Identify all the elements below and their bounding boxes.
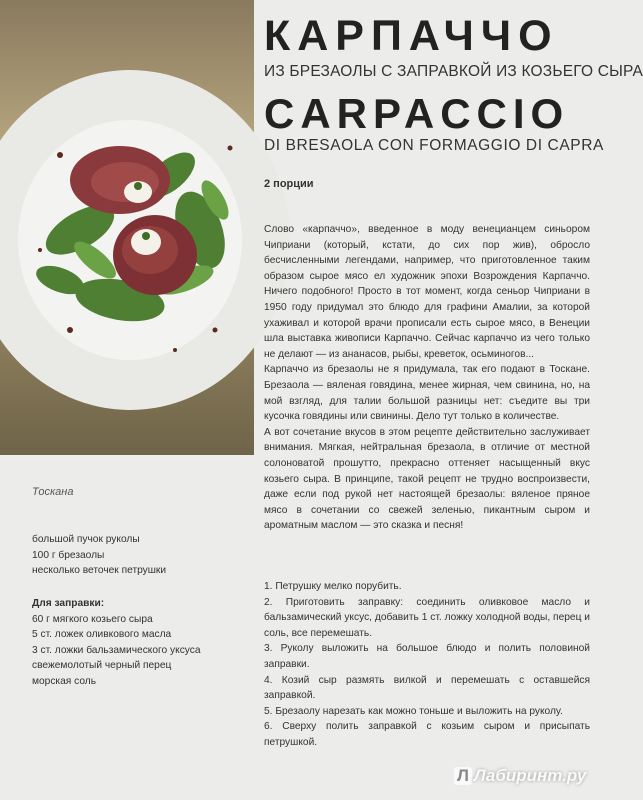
step-item: 3. Руколу выложить на большое блюдо и полить половиной заправки. [264,643,590,670]
region-label: Тоскана [32,486,74,498]
dressing-item: морская соль [32,675,97,687]
ingredients-list [32,532,166,579]
dressing-item: 60 г мягкого козьего сыра [32,613,153,625]
intro-paragraph: А вот сочетание вкусов в этом рецепте действительно заслуживает внимания. Мягкая, нейтральная брезаола, в отличие от местной солоноватой прошутто, прекрасно оттеняет насыщенный вкус козьего сыра. В принципе, такой рецепт не трудно воспроизвести, даже если под рукой нет настоящей брезаолы: вяленое пряное мясо в сочетании со свежей зеленью, пикантным сыром и ароматным маслом — это сказка и песня! [264,426,590,532]
intro-text [264,222,590,534]
dressing-item: 3 ст. ложки бальзамического уксуса [32,644,201,656]
watermark-text: Лабиринт.ру [474,766,587,785]
dish-illustration [0,0,254,455]
dressing-heading: Для заправки: [32,598,105,609]
dressing-list [32,596,201,690]
portions: 2 порции [264,178,314,190]
step-item: 4. Козий сыр размять вилкой и перемешать с оставшейся заправкой. [264,674,590,702]
watermark-logo [454,766,586,786]
dressing-item: свежемолотый черный перец [32,660,172,672]
steps-list [264,579,590,751]
dish-photo [0,0,254,455]
step-item: 2. Приготовить заправку: соединить оливковое масло и бальзамический уксус, добавить 1 ст. ложку холодной воды, перец и соль, все перемешать. [264,596,590,639]
title-russian: КАРПАЧЧО [264,12,559,60]
title-italian: CARPACCIO [264,90,570,137]
dressing-item: 5 ст. ложек оливкового масла [32,629,172,641]
step-item: 6. Сверху полить заправкой с козьим сыром и присыпать петрушкой. [264,721,590,748]
intro-paragraph: Карпаччо из брезаолы не я придумала, так его подают в Тоскане. Брезаола — вяленая говядина, менее жирная, чем свинина, но, на мой взгляд, для талии большой разницы нет: съедите вы три кусочка говядины или свинины. Дело тут только в количестве. [264,364,590,423]
ingredient-item: 100 г брезаолы [32,549,105,561]
intro-paragraph: Слово «карпаччо», введенное в моду венецианцем синьором Чиприани (который, кстати, до сих пор жив), обросло бесчисленными легендами, например, что приготовленное таким образом сырое мясо ел художник эпохи Возрождения Карпаччо. Ничего подобного! Просто в тот момент, когда сеньор Чиприани в 1950 году придумал это блюдо для графини Амалии, за которой ухаживал и которой врачи прописали есть сырое мясо, в Венеции шла выставка живописи Карпаччо. Сейчас карпаччо из чего только не делают — из ананасов, рыбы, креветок, осьминогов... [264,224,590,360]
step-item: 5. Брезаолу нарезать как можно тоньше и выложить на руколу. [264,705,563,717]
ingredient-item: большой пучок руколы [32,534,140,545]
step-item: 1. Петрушку мелко порубить. [264,581,402,592]
labirint-logo-icon: Л [454,767,472,785]
subtitle-russian: ИЗ БРЕЗАОЛЫ С ЗАПРАВКОЙ ИЗ КОЗЬЕГО СЫРА [264,63,643,80]
subtitle-italian: DI BRESAOLA CON FORMAGGIO DI CAPRA [264,137,604,154]
ingredient-item: несколько веточек петрушки [32,565,167,577]
